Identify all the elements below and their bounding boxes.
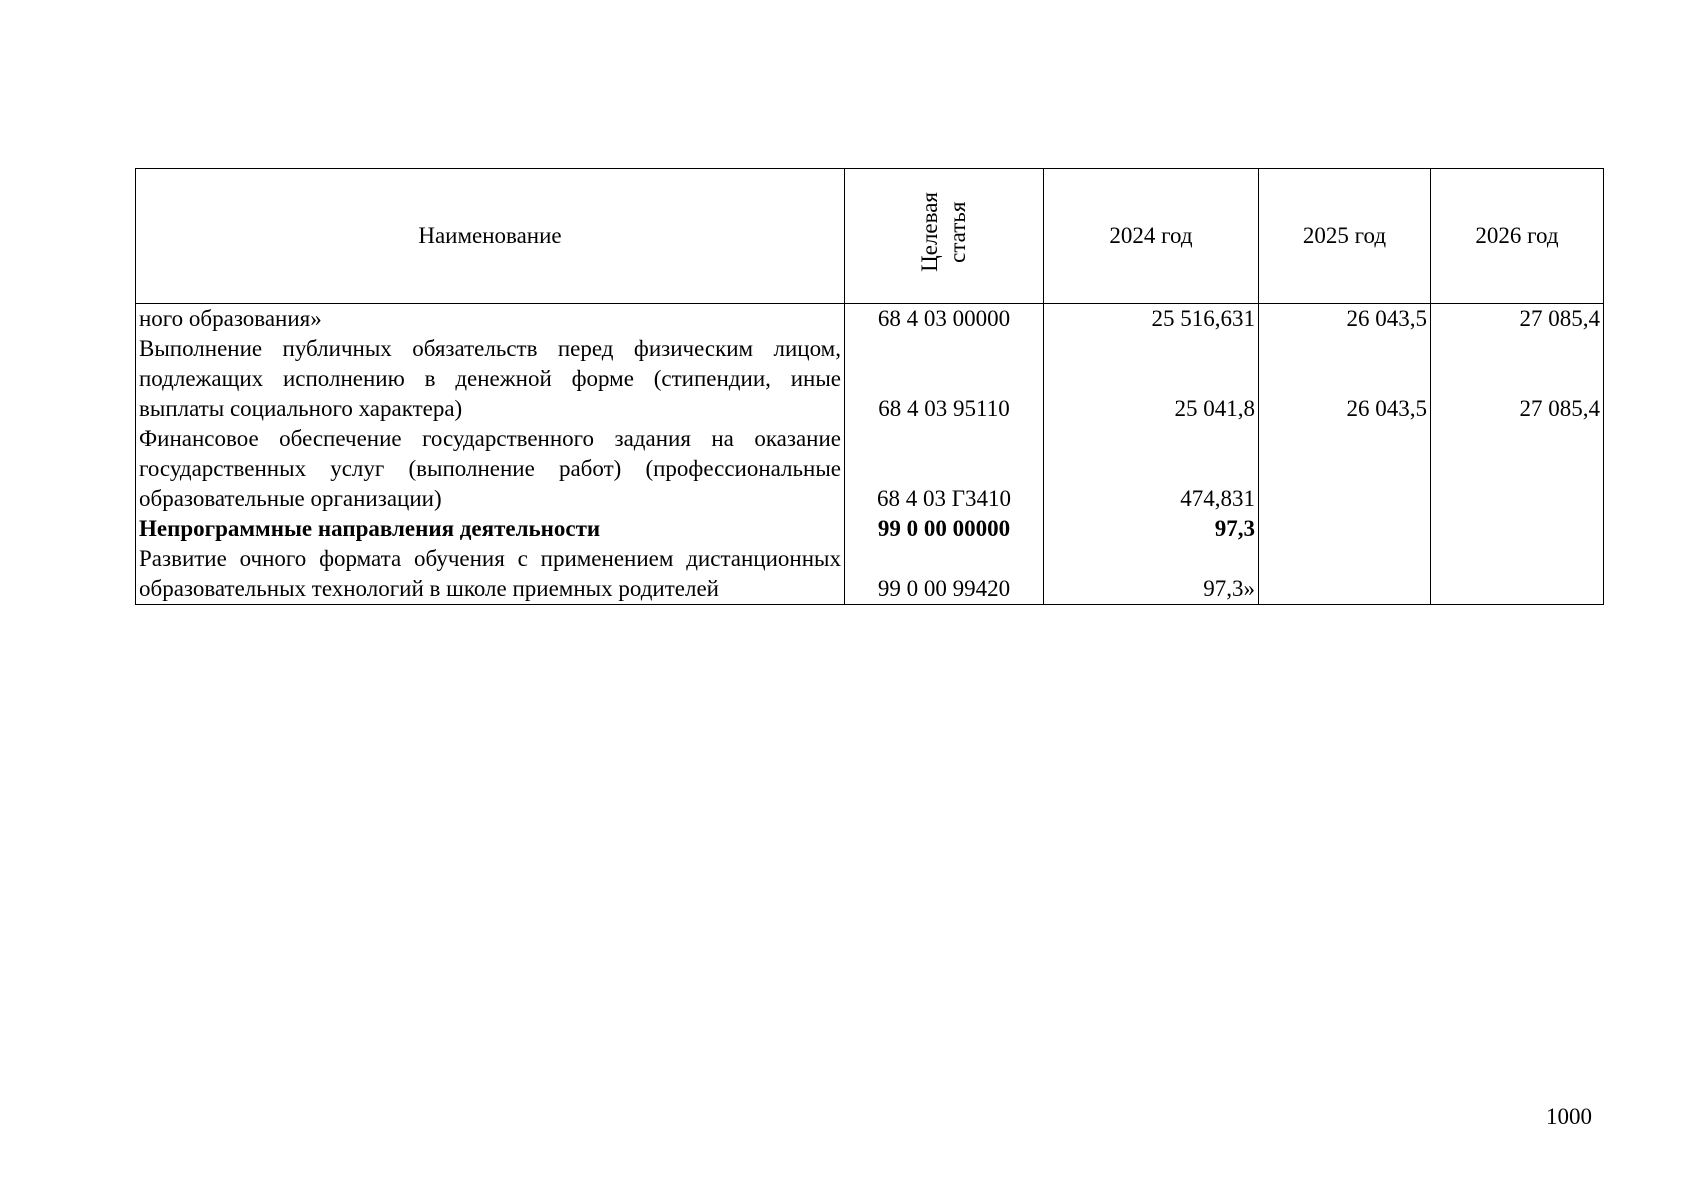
page-number: 1000 [1546, 1104, 1592, 1129]
header-target-article [845, 169, 1044, 304]
header-target-article-line1: Целевая [917, 192, 942, 272]
row-target-article: 68 4 03 95110 [845, 334, 1044, 424]
row-value-2025: 26 043,5 [1259, 304, 1431, 335]
row-value-2024: 25 041,8 [1044, 334, 1259, 424]
row-name: Развитие очного формата обучения с применением дистанционных образовательных технологий в школе приемных родителей [136, 544, 845, 605]
row-target-article: 68 4 03 Г3410 [845, 424, 1044, 514]
row-value-2025 [1259, 514, 1431, 544]
row-name: Финансовое обеспечение государственного задания на оказание государственных услуг (выполнение работ) (профессиональные образовательные организации) [136, 424, 845, 514]
row-value-2025 [1259, 424, 1431, 514]
table-row [136, 334, 1604, 424]
row-target-article: 99 0 00 00000 [845, 514, 1044, 544]
header-target-article-line2: статья [945, 201, 970, 263]
table-row [136, 304, 1604, 335]
row-value-2024: 25 516,631 [1044, 304, 1259, 335]
row-value-2025: 26 043,5 [1259, 334, 1431, 424]
header-year-2024: 2024 год [1044, 169, 1259, 304]
row-value-2026 [1431, 514, 1604, 544]
table-row-section [136, 514, 1604, 544]
row-value-2026: 27 085,4 [1431, 334, 1604, 424]
row-value-2026 [1431, 544, 1604, 605]
table-row [136, 424, 1604, 514]
row-target-article: 99 0 00 99420 [845, 544, 1044, 605]
row-value-2024: 97,3 [1044, 514, 1259, 544]
row-value-2026: 27 085,4 [1431, 304, 1604, 335]
header-year-2025: 2025 год [1259, 169, 1431, 304]
row-value-2025 [1259, 544, 1431, 605]
header-target-article-label [916, 192, 972, 272]
budget-table [135, 168, 1604, 605]
table-row [136, 544, 1604, 605]
header-name: Наименование [136, 169, 845, 304]
row-name: Выполнение публичных обязательств перед физическим лицом, подлежащих исполнению в денежной форме (стипендии, иные выплаты социального характера) [136, 334, 845, 424]
row-name: Непрограммные направления деятельности [136, 514, 845, 544]
row-value-2024: 474,831 [1044, 424, 1259, 514]
row-value-2026 [1431, 424, 1604, 514]
header-year-2026: 2026 год [1431, 169, 1604, 304]
row-value-2024: 97,3» [1044, 544, 1259, 605]
row-target-article: 68 4 03 00000 [845, 304, 1044, 335]
row-name: ного образования» [136, 304, 845, 335]
table-header-row [136, 169, 1604, 304]
